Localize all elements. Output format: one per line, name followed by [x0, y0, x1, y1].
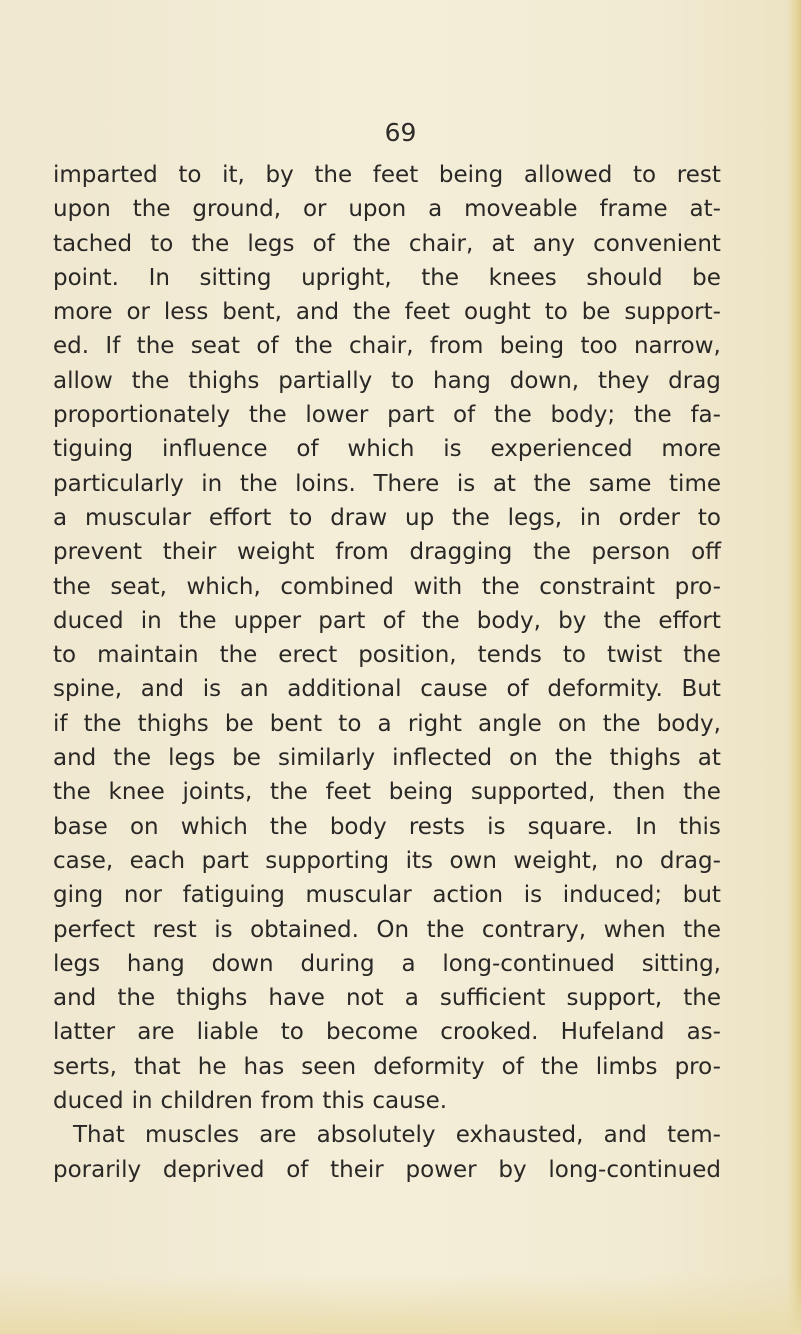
text-line: tached to the legs of the chair, at any convenient [53, 230, 721, 257]
page-number: 69 [384, 118, 417, 147]
text-line: allow the thighs partially to hang down, they drag [53, 367, 721, 394]
text-line: and the legs be similarly inflected on the thighs at [53, 745, 721, 772]
page-edge-shading [787, 0, 801, 1334]
text-line: ging nor fatiguing muscular action is induced; but [53, 882, 721, 909]
text-line: legs hang down during a long-continued sitting, [53, 950, 721, 977]
text-line: if the thighs be bent to a right angle on the body, [53, 710, 721, 737]
text-line: prevent their weight from dragging the person off [53, 539, 721, 566]
text-line: duced in the upper part of the body, by the effort [53, 607, 721, 634]
text-line: porarily deprived of their power by long-continued [53, 1156, 721, 1183]
text-line: the seat, which, combined with the constraint pro- [53, 573, 721, 600]
text-line: That muscles are absolutely exhausted, and tem- [73, 1122, 721, 1149]
text-line: a muscular effort to draw up the legs, in order to [53, 504, 721, 531]
text-line: tiguing influence of which is experienced more [53, 436, 721, 463]
text-line: to maintain the erect position, tends to twist the [53, 642, 721, 669]
page-bottom-shading [0, 1274, 801, 1334]
text-line: and the thighs have not a sufficient support, the [53, 985, 721, 1012]
text-line: upon the ground, or upon a moveable frame at- [53, 196, 721, 223]
text-line: latter are liable to become crooked. Hufeland as- [53, 1019, 721, 1046]
text-line: perfect rest is obtained. On the contrary, when the [53, 916, 721, 943]
text-line: serts, that he has seen deformity of the limbs pro- [53, 1053, 721, 1080]
text-line: particularly in the loins. There is at the same time [53, 470, 721, 497]
text-line: point. In sitting upright, the knees should be [53, 264, 721, 291]
text-line: duced in children from this cause. [53, 1088, 448, 1115]
text-line: more or less bent, and the feet ought to be support- [53, 299, 721, 326]
text-line: case, each part supporting its own weight, no drag- [53, 847, 721, 874]
text-line: imparted to it, by the feet being allowed to rest [53, 162, 721, 188]
body-text [53, 158, 721, 1187]
text-line: proportionately the lower part of the body; the fa- [53, 402, 721, 429]
text-line: the knee joints, the feet being supported, then the [53, 779, 721, 806]
text-line: spine, and is an additional cause of deformity. But [53, 676, 721, 703]
text-line: base on which the body rests is square. In this [53, 813, 721, 840]
text-line: ed. If the seat of the chair, from being too narrow, [53, 333, 721, 360]
